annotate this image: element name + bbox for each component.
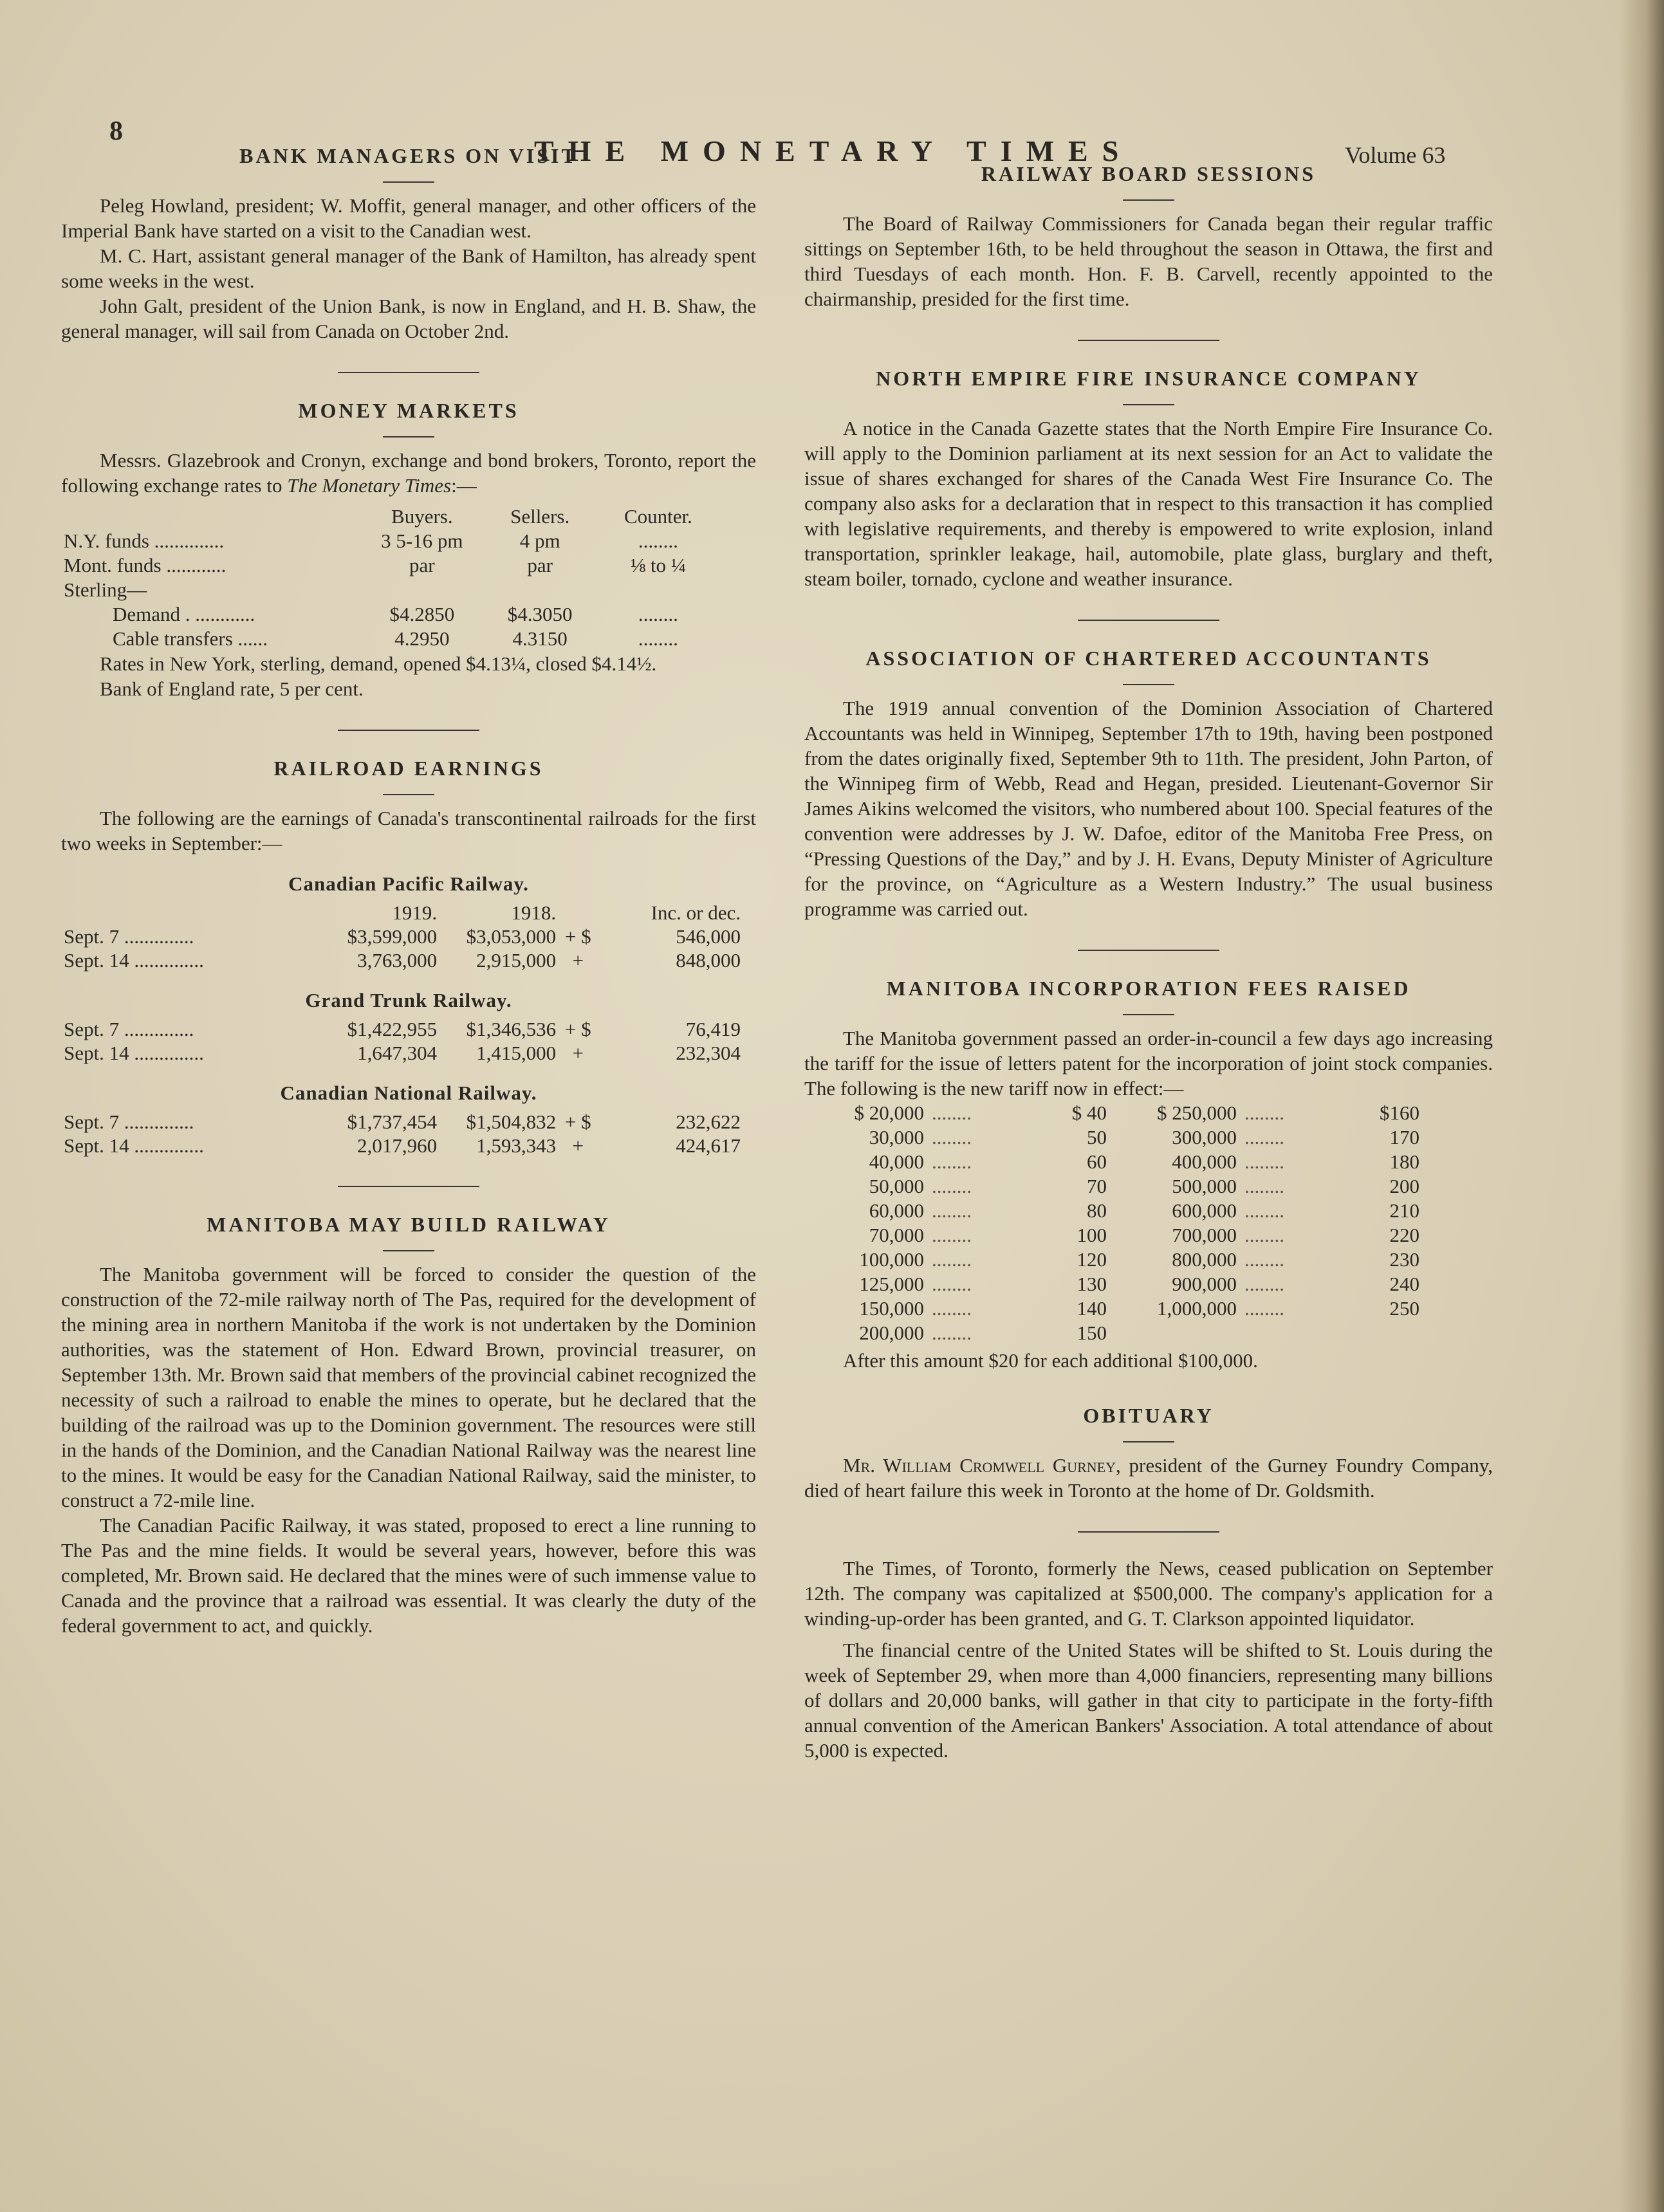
section-divider (338, 730, 479, 731)
paragraph: The Canadian Pacific Railway, it was stated, proposed to erect a line running to The Pas and the mine fields. It would be several years, however, before this was completed, Mr. Brown said. He declared that the mines were of such immense value to Canada and the province that a railroad was essential. It was clearly the duty of the federal government to act, and quickly. (61, 1514, 756, 1637)
table-row: 100,000 ........ 120 800,000 ........ 230 (859, 1248, 1419, 1271)
column-header: Counter. (624, 505, 692, 528)
exchange-rates-table (61, 504, 717, 651)
article-heading: ASSOCIATION OF CHARTERED ACCOUNTANTS (865, 647, 1432, 670)
section-divider (1078, 950, 1219, 951)
heading-rule (1123, 684, 1174, 685)
column-header: Buyers. (391, 505, 453, 528)
heading-rule (1123, 1441, 1174, 1442)
heading-rule (383, 436, 434, 438)
table-row: $ 20,000 ........ $ 40 $ 250,000 ........ $160 (854, 1101, 1419, 1124)
fees-table (824, 1101, 1423, 1345)
paragraph: Messrs. Glazebrook and Cronyn, exchange and bond brokers, Toronto, report the following exchange rates to The Monetary Times:— (61, 449, 756, 497)
article-railway-board (804, 129, 1493, 311)
table-row: 30,000 ........ 50 300,000 ........ 170 (869, 1126, 1419, 1148)
page-number: 8 (109, 116, 123, 146)
journal-title: THE MONETARY TIMES (534, 134, 1133, 167)
paragraph: The financial centre of the United States will be shifted to St. Louis during the week of September 29, when more than 4,000 financiers, representing many billions of dollars and 20,000 banks, will gather in that city to participate in the forty-fifth annual convention of the American Bankers' Association. A total attendance of about 5,000 is expected. (804, 1639, 1493, 1762)
table-row: 60,000 ........ 80 600,000 ........ 210 (869, 1199, 1419, 1222)
section-divider (338, 372, 479, 373)
table-row: Sept. 14 .............. 2,017,960 1,593,343 + 424,617 (64, 1134, 741, 1157)
right-column (804, 129, 1493, 1763)
paragraph: The 1919 annual convention of the Dominion Association of Chartered Accountants was held in Winnipeg, September 17th to 19th, having been postponed from the dates originally fixed, September 9th to 11th. The president, John Parton, of the Winnipeg firm of Webb, Read and Hegan, presided. Lieutenant-Governor Sir James Aikins welcomed the visitors, who numbered about 100. Special features of the convention were addresses by J. W. Dafoe, editor of the Manitoba Free Press, on “Pressing Questions of the Day,” and by J. H. Evans, Deputy Minister of Agriculture for the province, on “Agriculture as a Western Industry.” The usual business programme was carried out. (804, 697, 1493, 920)
heading-rule (1123, 1014, 1174, 1015)
table-row: Demand . ............ $4.2850 $4.3050 ........ (113, 603, 678, 625)
earnings-table (61, 901, 743, 972)
paragraph: The Manitoba government passed an order-in-council a few days ago increasing the tariff for the issue of letters patent for the incorporation of joint stock companies. The following is the new tariff now in effect:— (804, 1027, 1493, 1100)
paragraph: The Board of Railway Commissioners for Canada began their regular traffic sittings on September 16th, to be held throughout the season in Ottawa, the first and third Tuesdays of each month. Hon. F. B. Carvell, recently appointed to the chairmanship, presided for the first time. (804, 212, 1493, 310)
heading-rule (383, 794, 434, 795)
table-row: Sterling— (64, 578, 147, 601)
heading-rule (383, 181, 434, 183)
table-row: 50,000 ........ 70 500,000 ........ 200 (869, 1175, 1419, 1197)
table-row: Sept. 7 .............. $1,422,955 $1,346,536 + $ 76,419 (64, 1018, 741, 1040)
article-heading: BANK MANAGERS ON VISIT (239, 144, 578, 167)
section-divider (338, 1186, 479, 1187)
obituary-name: Mr. William Cromwell Gurney (843, 1454, 1116, 1477)
paragraph: Rates in New York, sterling, demand, opened $4.13¼, closed $4.14½. (100, 652, 657, 675)
heading-rule (1123, 199, 1174, 201)
earnings-table (61, 1017, 743, 1065)
table-row: Sept. 14 .............. 3,763,000 2,915,000 + 848,000 (64, 949, 741, 972)
section-divider (1078, 620, 1219, 621)
column-header: Sellers. (510, 505, 570, 528)
article-railroad-earnings (61, 754, 756, 1157)
paragraph: John Galt, president of the Union Bank, is now in England, and H. B. Shaw, the general manager, will sail from Canada on October 2nd. (61, 295, 756, 342)
paragraph: The Manitoba government will be forced to consider the question of the construction of the 72-mile railway north of The Pas, required for the development of the mining area in northern Manitoba if the work is not undertaken by the Dominion authorities, was the statement of Hon. Edward Brown, provincial treasurer, on September 13th. Mr. Brown said that members of the provincial cabinet recognized the necessity of such a railroad to enable the mines to operate, but he declared that the building of the railroad was up to the Dominion government. The resources were still in the hands of the Dominion, and the Canadian National Railway was the nearest line to the mines. It would be easy for the Canadian National Railway, said the minister, to construct a 72-mile line. (61, 1263, 756, 1511)
table-header-row (61, 504, 717, 529)
article-heading: OBITUARY (1083, 1404, 1214, 1427)
article-money-markets (61, 396, 756, 701)
article-misc (804, 1556, 1493, 1763)
section-divider (1078, 1531, 1219, 1533)
table-row: N.Y. funds .............. 3 5-16 pm 4 pm ........ (64, 530, 678, 552)
page-spine-shadow (1619, 0, 1664, 2212)
table-row: 125,000 ........ 130 900,000 ........ 240 (859, 1273, 1419, 1295)
table-row: 150,000 ........ 140 1,000,000 ........ 250 (859, 1297, 1419, 1320)
paragraph: M. C. Hart, assistant general manager of the Bank of Hamilton, has already spent some weeks in the west. (61, 244, 756, 292)
article-heading: MANITOBA MAY BUILD RAILWAY (207, 1213, 611, 1236)
heading-rule (1123, 404, 1174, 405)
table-row: Sept. 14 .............. 1,647,304 1,415,000 + 232,304 (64, 1042, 741, 1064)
article-heading: MANITOBA INCORPORATION FEES RAISED (886, 977, 1411, 1000)
table-row: 200,000 ........ 150 (859, 1322, 1107, 1344)
railway-name: Canadian National Railway. (280, 1082, 537, 1104)
paragraph: Peleg Howland, president; W. Moffit, general manager, and other officers of the Imperial Bank have started on a visit to the Canadian west. (61, 194, 756, 242)
paragraph: A notice in the Canada Gazette states that the North Empire Fire Insurance Co. will apply to the Dominion parliament at its next session for an Act to validate the issue of shares exchanged for shares of the Canada West Fire Insurance Co. The company also asks for a declaration that in respect to this transaction it has complied with legislative requirements, and thereby is empowered to write explosion, inland transportation, sprinkler leakage, hail, automobile, plate glass, burglary and theft, steam boiler, tornado, cyclone and weather insurance. (804, 417, 1493, 590)
table-row: 40,000 ........ 60 400,000 ........ 180 (869, 1150, 1419, 1173)
railway-name: Grand Trunk Railway. (305, 989, 512, 1011)
table-row: Mont. funds ............ par par ⅛ to ¼ (64, 554, 686, 576)
fees-note: After this amount $20 for each additional $100,000. (843, 1349, 1258, 1372)
article-bank-managers (61, 129, 756, 344)
heading-rule (383, 1250, 434, 1251)
volume-label: Volume 63 (1345, 142, 1446, 168)
article-heading: RAILWAY BOARD SESSIONS (981, 162, 1317, 185)
article-manitoba-fees (804, 974, 1493, 1373)
article-heading: RAILROAD EARNINGS (273, 757, 544, 780)
railway-name: Canadian Pacific Railway. (288, 872, 529, 895)
paragraph: The following are the earnings of Canada's transcontinental railroads for the first two weeks in September:— (61, 807, 756, 854)
table-row: Cable transfers ...... 4.2950 4.3150 ........ (113, 627, 678, 650)
section-divider (1078, 340, 1219, 341)
article-north-empire (804, 364, 1493, 591)
table-row: 70,000 ........ 100 700,000 ........ 220 (869, 1224, 1419, 1246)
article-chartered-accountants (804, 644, 1493, 921)
article-heading: NORTH EMPIRE FIRE INSURANCE COMPANY (876, 367, 1421, 390)
table-row: Sept. 7 .............. $1,737,454 $1,504,832 + $ 232,622 (64, 1111, 741, 1133)
table-header-row: 1919. 1918. Inc. or dec. (392, 901, 741, 924)
paragraph: Bank of England rate, 5 per cent. (100, 677, 364, 700)
paragraph: Mr. William Cromwell Gurney, president of the Gurney Foundry Company, died of heart failure this week in Toronto at the home of Dr. Goldsmith. (804, 1454, 1493, 1502)
earnings-table (61, 1110, 743, 1157)
article-manitoba-railway (61, 1210, 756, 1638)
paragraph: The Times, of Toronto, formerly the News, ceased publication on September 12th. The company was capitalized at $500,000. The company's application for a winding-up-order has been granted, and G. T. Clarkson appointed liquidator. (804, 1557, 1493, 1630)
article-heading: MONEY MARKETS (298, 399, 519, 422)
article-obituary (804, 1373, 1493, 1503)
table-row: Sept. 7 .............. $3,599,000 $3,053,000 + $ 546,000 (64, 925, 741, 948)
left-column (61, 129, 756, 1638)
